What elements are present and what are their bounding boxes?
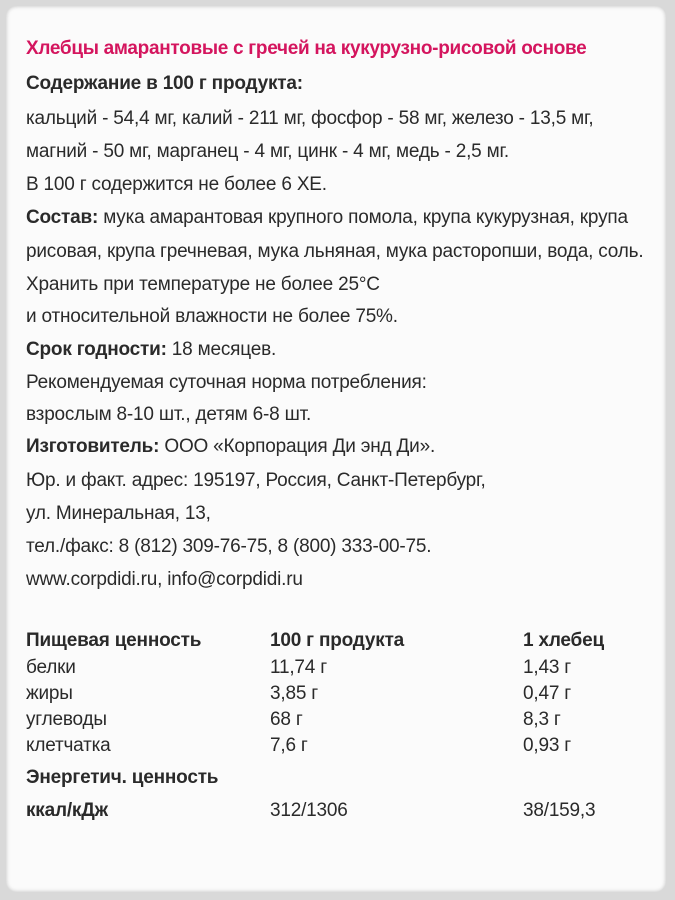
content-heading: Содержание в 100 г продукта:	[26, 73, 303, 94]
nutrition-header-piece: 1 хлебец	[523, 630, 604, 651]
table-row-100g: 7,6 г	[270, 735, 308, 756]
table-row-piece: 0,93 г	[523, 735, 571, 756]
storage-line-2: и относительной влажности не более 75%.	[26, 306, 398, 327]
table-row-100g: 68 г	[270, 709, 303, 730]
address-line-1: Юр. и факт. адрес: 195197, Россия, Санкт-Петербург,	[26, 470, 486, 491]
nutrition-header-name: Пищевая ценность	[26, 630, 202, 651]
storage-line-1: Хранить при температуре не более 25°С	[26, 274, 380, 295]
product-title: Хлебцы амарантовые с гречей на кукурузно-рисовой основе	[26, 38, 587, 59]
energy-label: Энергетич. ценность	[26, 767, 219, 788]
table-row-piece: 1,43 г	[523, 657, 571, 678]
table-row-piece: 8,3 г	[523, 709, 561, 730]
table-row-100g: 11,74 г	[270, 657, 327, 678]
recommend-line-1: Рекомендуемая суточная норма потребления:	[26, 372, 427, 393]
energy-100g: 312/1306	[270, 800, 348, 821]
composition-line-2: рисовая, крупа гречневая, мука льняная, мука расторопши, вода, соль.	[26, 241, 644, 262]
table-row-100g: 3,85 г	[270, 683, 318, 704]
shelf-life: Срок годности: 18 месяцев.	[26, 339, 277, 360]
table-row-name: углеводы	[26, 709, 107, 730]
shelf-label: Срок годности:	[26, 339, 167, 360]
minerals-line-2: магний - 50 мг, марганец - 4 мг, цинк - 4 мг, медь - 2,5 мг.	[26, 141, 509, 162]
table-row-name: клетчатка	[26, 735, 111, 756]
nutrition-header-100g: 100 г продукта	[270, 630, 405, 651]
table-row-piece: 0,47 г	[523, 683, 571, 704]
phone-line: тел./факс: 8 (812) 309-76-75, 8 (800) 333-00-75.	[26, 536, 432, 557]
address-line-2: ул. Минеральная, 13,	[26, 503, 211, 524]
xe-line: В 100 г содержится не более 6 ХЕ.	[26, 174, 327, 195]
composition-label: Состав:	[26, 207, 99, 228]
energy-unit: ккал/кДж	[26, 800, 108, 821]
maker-label: Изготовитель:	[26, 436, 160, 457]
recommend-line-2: взрослым 8-10 шт., детям 6-8 шт.	[26, 404, 312, 425]
web-line: www.corpdidi.ru, info@corpdidi.ru	[26, 569, 303, 590]
energy-piece: 38/159,3	[523, 800, 596, 821]
table-row-name: белки	[26, 657, 76, 678]
minerals-line-1: кальций - 54,4 мг, калий - 211 мг, фосфор - 58 мг, железо - 13,5 мг,	[26, 108, 594, 129]
composition-line-1: Состав: мука амарантовая крупного помола, крупа кукурузная, крупа	[26, 207, 628, 228]
manufacturer: Изготовитель: ООО «Корпорация Ди энд Ди».	[26, 436, 436, 457]
table-row-name: жиры	[26, 683, 73, 704]
